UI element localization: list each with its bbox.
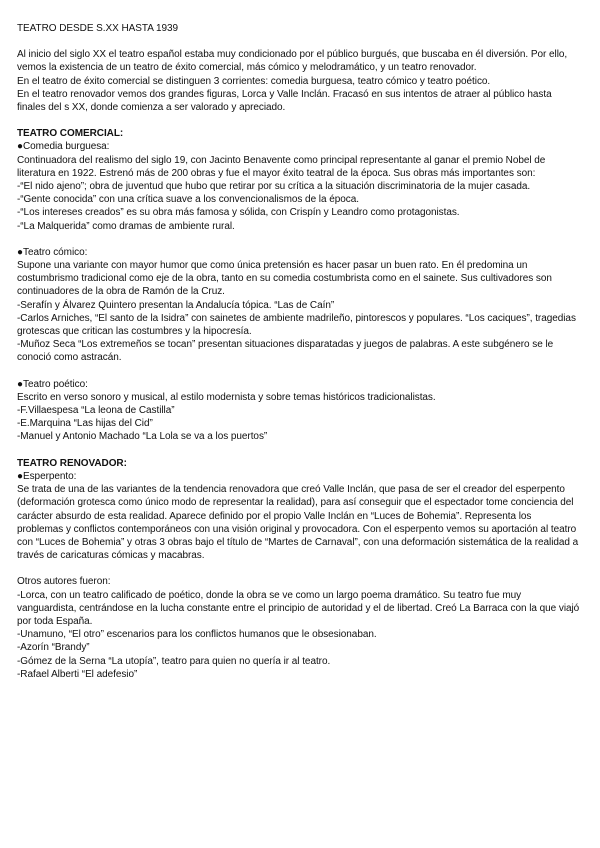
intro-paragraph: En el teatro renovador vemos dos grandes figuras, Lorca y Valle Inclán. Fracasó en sus intentos de atraer al público hasta finales del s XX, donde comienza a ser valorado y apreciado. <box>17 88 552 114</box>
section-heading-comercial: TEATRO COMERCIAL: <box>17 128 124 140</box>
subsection-label-comico: ●Teatro cómico: <box>17 246 88 258</box>
subsection-label-poetico: ●Teatro poético: <box>17 378 88 390</box>
list-item: -Serafín y Álvarez Quintero presentan la Andalucía tópica. “Las de Caín” <box>17 299 335 311</box>
renovador-section <box>17 457 580 681</box>
intro-section <box>17 48 580 114</box>
list-item: -“Los intereses creados” es su obra más famosa y sólida, con Crispín y Leandro como protagonistas. <box>17 207 460 219</box>
paragraph: Supone una variante con mayor humor que como única pretensión es hacer pasar un buen rato. En él predomina un costumbrismo tradicional como eje de la obra, tanto en su comedia costumbrista como en el sainete. Sus cultivadores son continuadores de la obra de Ramón de la Cruz. <box>17 260 552 298</box>
list-item: -“La Malquerida” como dramas de ambiente rural. <box>17 220 235 232</box>
list-item: -Azorín “Brandy” <box>17 642 90 654</box>
subsection-label-esperpento: ●Esperpento: <box>17 470 77 482</box>
list-item: -Unamuno, “El otro” escenarios para los conflictos humanos que le obsesionaban. <box>17 629 377 641</box>
list-item: -“El nido ajeno”; obra de juventud que hubo que retirar por su crítica a la situación discriminatoria de la mujer casada. <box>17 181 531 193</box>
comercial-section <box>17 127 580 443</box>
list-item: -E.Marquina “Las hijas del Cid” <box>17 418 153 430</box>
document-title: TEATRO DESDE S.XX HASTA 1939 <box>17 23 179 34</box>
list-item: -Lorca, con un teatro calificado de poético, donde la obra se ve como un largo poema dramático. Su teatro fue muy vanguardista, centrándose en la lucha constante entre el principio de autoridad y el de libertad. Creó La Barraca con la que viajó por toda España. <box>17 589 580 627</box>
subsection-label-burguesa: ●Comedia burguesa: <box>17 141 110 153</box>
section-heading-renovador: TEATRO RENOVADOR: <box>17 457 127 469</box>
list-item: -F.Villaespesa “La leona de Castilla” <box>17 405 175 417</box>
list-item: -Manuel y Antonio Machado “La Lola se va a los puertos” <box>17 431 268 443</box>
list-item: -Rafael Alberti “El adefesio” <box>17 668 138 680</box>
list-item: -Muñoz Seca “Los extremeños se tocan” presentan situaciones disparatadas y juegos de palabras. A este subgénero se le conoció como astracán. <box>17 339 554 364</box>
intro-paragraph: En el teatro de éxito comercial se distinguen 3 corrientes: comedia burguesa, teatro cómico y teatro poético. <box>17 75 491 87</box>
intro-paragraph: Al inicio del siglo XX el teatro español estaba muy condicionado por el público burgués, que buscaba en él diversión. Por ello, vemos la existencia de un teatro de éxito comercial, más cómico y melodramático, y un teatro renovador. <box>17 49 568 74</box>
paragraph: Continuadora del realismo del siglo 19, con Jacinto Benavente como principal representante al ganar el premio Nobel de literatura en 1922. Estrenó más de 200 obras y fue el mayor éxito teatral de la época. Sus obras más importantes son: <box>17 154 546 179</box>
paragraph: Se trata de una de las variantes de la tendencia renovadora que creó Valle Inclán, que pasa de ser el creador del esperpento (deformación grotesca como único modo de representar la realidad), para así conseguir que el espectador tome conciencia del carácter absurdo de esta realidad. Aparece definido por el propio Valle Inclán en “Luces de Bohemia”. Representa los problemas y conflictos contemporáneos con una visión original y provocadora. Con el esperpento vemos su aportación al teatro con “Luces de Bohemia” y otras 3 obras bajo el título de “Martes de Carnaval”, con una deformación sistemática de la realidad a través de caricaturas cómicas y macabras. <box>17 484 579 562</box>
list-item: -Gómez de la Serna “La utopía”, teatro para quien no quería ir al teatro. <box>17 655 331 667</box>
subsection-label-otros: Otros autores fueron: <box>17 576 111 588</box>
paragraph: Escrito en verso sonoro y musical, al estilo modernista y sobre temas históricos tradicionalistas. <box>17 391 436 403</box>
list-item: -Carlos Arniches, “El santo de la Isidra” con sainetes de ambiente madrileño, pintorescos y populares. “Los caciques”, tragedias grotescas que critican las costumbres y la hipocresía. <box>17 312 576 338</box>
list-item: -“Gente conocida” con una crítica suave a los convencionalismos de la época. <box>17 194 359 206</box>
